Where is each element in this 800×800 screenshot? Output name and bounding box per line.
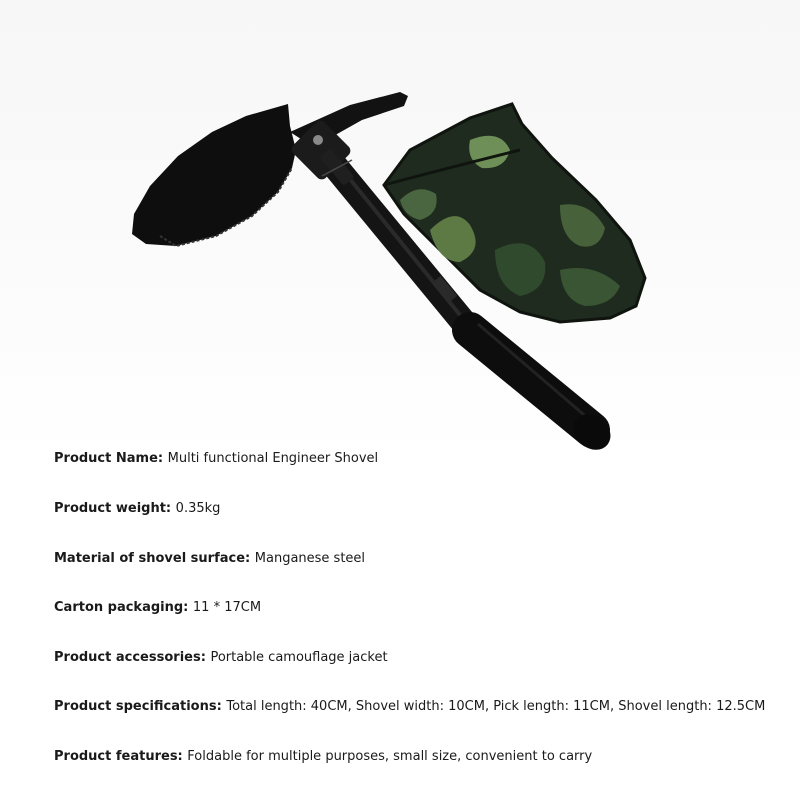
spec-value: Manganese steel	[254, 551, 366, 566]
spec-row-carton-packaging	[54, 599, 784, 617]
spec-label: Product accessories:	[54, 650, 211, 665]
spec-label: Material of shovel surface:	[54, 551, 255, 566]
spec-value: 11 * 17CM	[192, 600, 262, 615]
spec-value: Portable camouflage jacket	[210, 650, 388, 665]
spec-value: Multi functional Engineer Shovel	[167, 451, 379, 466]
spec-row-features	[54, 748, 784, 766]
shovel-blade	[132, 104, 296, 246]
spec-row-product-name	[54, 450, 784, 468]
spec-row-specifications	[54, 698, 784, 716]
spec-value: Foldable for multiple purposes, small size, convenient to carry	[187, 749, 593, 764]
spec-label: Product Name:	[54, 451, 168, 466]
spec-value: Total length: 40CM, Shovel width: 10CM, Pick length: 11CM, Shovel length: 12.5CM	[226, 699, 766, 714]
spec-row-product-weight	[54, 500, 784, 518]
spec-label: Product features:	[54, 749, 188, 764]
spec-row-accessories	[54, 649, 784, 667]
spec-label: Product specifications:	[54, 699, 227, 714]
spec-value: 0.35kg	[175, 501, 221, 516]
spec-label: Carton packaging:	[54, 600, 193, 615]
spec-label: Product weight:	[54, 501, 176, 516]
spec-row-material	[54, 550, 784, 568]
